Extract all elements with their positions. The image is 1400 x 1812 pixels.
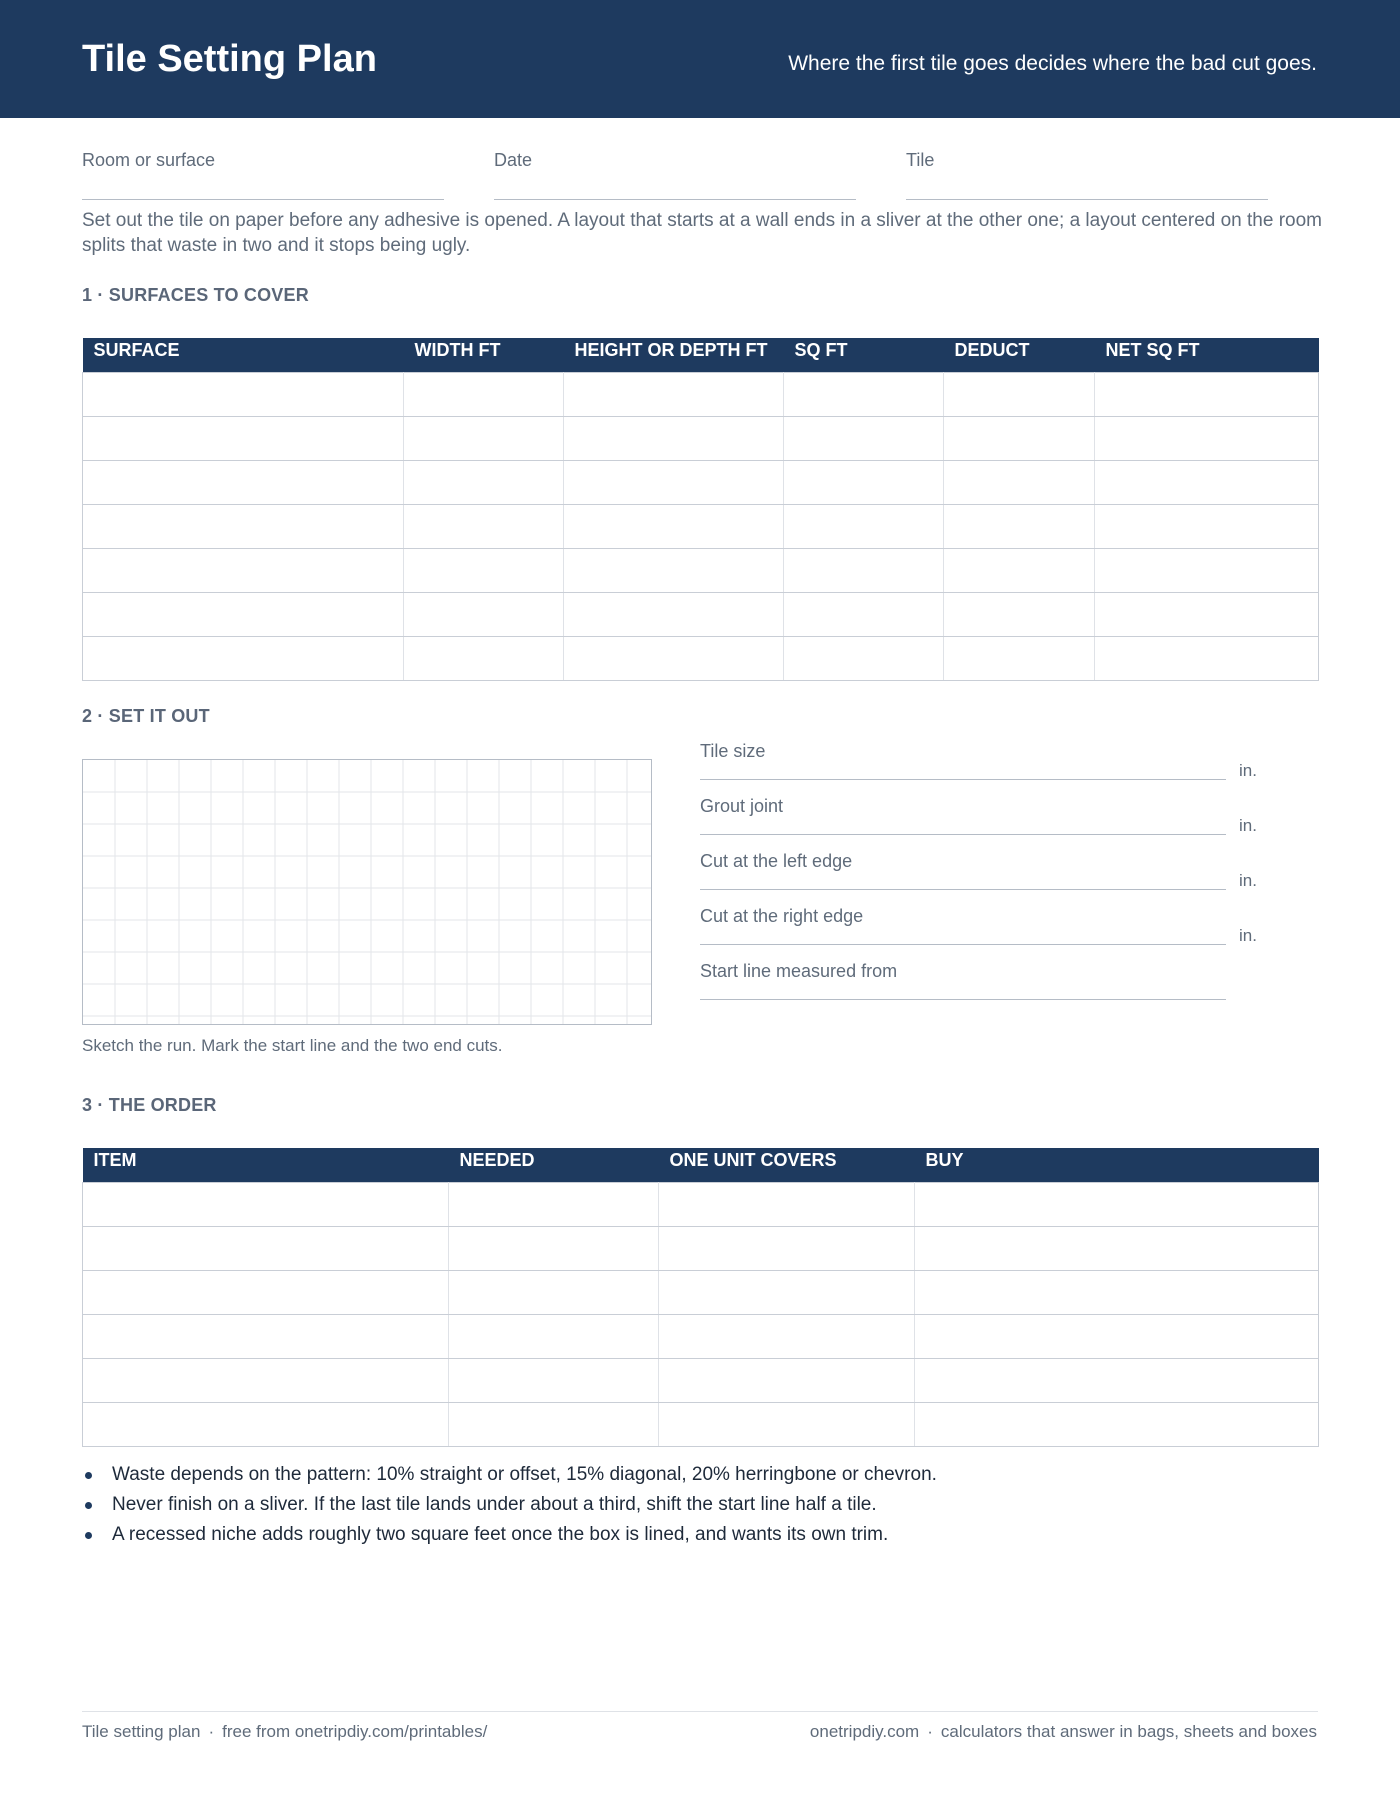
table-cell[interactable] bbox=[915, 1270, 1319, 1314]
page-header bbox=[0, 0, 1400, 118]
col-item: ITEM bbox=[83, 1148, 449, 1182]
table-cell[interactable] bbox=[915, 1402, 1319, 1446]
table-cell[interactable] bbox=[564, 504, 784, 548]
table-cell[interactable] bbox=[564, 372, 784, 416]
table-cell[interactable] bbox=[404, 504, 564, 548]
table-cell[interactable] bbox=[915, 1182, 1319, 1226]
table-cell[interactable] bbox=[564, 460, 784, 504]
table-cell[interactable] bbox=[564, 636, 784, 680]
spec-field-label: Cut at the left edge bbox=[700, 851, 853, 871]
surface-row bbox=[83, 592, 1319, 636]
table-cell[interactable] bbox=[404, 460, 564, 504]
table-cell[interactable] bbox=[1095, 592, 1319, 636]
spec-field-label: Cut at the right edge bbox=[700, 906, 864, 926]
spec-field-line[interactable] bbox=[700, 889, 1226, 890]
spec-field[interactable] bbox=[700, 796, 1260, 840]
spec-field[interactable] bbox=[700, 851, 1260, 895]
table-cell[interactable] bbox=[915, 1314, 1319, 1358]
table-cell[interactable] bbox=[83, 1358, 449, 1402]
table-cell[interactable] bbox=[83, 504, 404, 548]
tile-field-label: Tile bbox=[906, 150, 935, 170]
table-cell[interactable] bbox=[659, 1226, 915, 1270]
section-1-title: 1 · SURFACES TO COVER bbox=[82, 285, 309, 305]
footer-site-link[interactable]: onetripdiy.com bbox=[809, 1722, 920, 1741]
spec-field-line[interactable] bbox=[700, 999, 1226, 1000]
table-cell[interactable] bbox=[659, 1358, 915, 1402]
col-buy: BUY bbox=[915, 1148, 1319, 1182]
section-2-title: 2 · SET IT OUT bbox=[82, 706, 210, 726]
bullet-icon bbox=[85, 1472, 92, 1479]
spec-field[interactable] bbox=[700, 906, 1260, 950]
table-cell[interactable] bbox=[83, 1314, 449, 1358]
col-deduct: DEDUCT bbox=[944, 338, 1095, 372]
table-cell[interactable] bbox=[449, 1358, 659, 1402]
surface-row bbox=[83, 504, 1319, 548]
table-cell[interactable] bbox=[83, 460, 404, 504]
col-surface: SURFACE bbox=[83, 338, 404, 372]
table-cell[interactable] bbox=[83, 1226, 449, 1270]
date-field-line[interactable] bbox=[494, 199, 856, 200]
table-cell[interactable] bbox=[944, 636, 1095, 680]
surface-row bbox=[83, 416, 1319, 460]
date-field[interactable] bbox=[494, 150, 856, 200]
order-table bbox=[82, 1148, 1319, 1447]
table-cell[interactable] bbox=[944, 416, 1095, 460]
table-cell[interactable] bbox=[404, 636, 564, 680]
order-row bbox=[83, 1270, 1319, 1314]
surface-row bbox=[83, 548, 1319, 592]
footer-source-link[interactable]: free from onetripdiy.com/printables/ bbox=[222, 1722, 488, 1741]
col-net-sqft: NET SQ FT bbox=[1095, 338, 1319, 372]
table-cell[interactable] bbox=[564, 416, 784, 460]
table-cell[interactable] bbox=[404, 416, 564, 460]
col-width: WIDTH FT bbox=[404, 338, 564, 372]
table-cell[interactable] bbox=[944, 460, 1095, 504]
table-cell[interactable] bbox=[784, 592, 944, 636]
table-cell[interactable] bbox=[1095, 636, 1319, 680]
footer-separator: · bbox=[927, 1722, 933, 1741]
bullet-icon bbox=[85, 1532, 92, 1539]
table-cell[interactable] bbox=[784, 416, 944, 460]
spec-field-line[interactable] bbox=[700, 779, 1226, 780]
spec-field-unit: in. bbox=[1239, 816, 1257, 835]
sketch-grid-lines bbox=[83, 760, 651, 1024]
col-needed: NEEDED bbox=[449, 1148, 659, 1182]
spec-field-label: Tile size bbox=[700, 741, 766, 761]
order-row bbox=[83, 1358, 1319, 1402]
footer-separator: · bbox=[208, 1722, 215, 1741]
note-item bbox=[82, 1464, 937, 1486]
table-cell[interactable] bbox=[1095, 548, 1319, 592]
tile-field[interactable] bbox=[906, 150, 1268, 200]
order-row bbox=[83, 1226, 1319, 1270]
note-item bbox=[82, 1494, 877, 1516]
section-3-title: 3 · THE ORDER bbox=[82, 1095, 217, 1115]
surfaces-table bbox=[82, 338, 1319, 681]
table-cell[interactable] bbox=[915, 1226, 1319, 1270]
spec-field-line[interactable] bbox=[700, 834, 1226, 835]
col-unit-covers: ONE UNIT COVERS bbox=[659, 1148, 915, 1182]
table-cell[interactable] bbox=[449, 1182, 659, 1226]
table-cell[interactable] bbox=[659, 1182, 915, 1226]
table-cell[interactable] bbox=[659, 1402, 915, 1446]
spec-field-unit: in. bbox=[1239, 761, 1257, 780]
spec-field[interactable] bbox=[700, 741, 1260, 785]
bullet-icon bbox=[85, 1502, 92, 1509]
table-cell[interactable] bbox=[404, 372, 564, 416]
table-cell[interactable] bbox=[1095, 372, 1319, 416]
table-cell[interactable] bbox=[784, 548, 944, 592]
order-row bbox=[83, 1182, 1319, 1226]
page-title: Tile Setting Plan bbox=[82, 38, 377, 80]
note-text: Never finish on a sliver. If the last tile lands under about a third, shift the start line half a tile. bbox=[112, 1494, 877, 1515]
table-cell[interactable] bbox=[915, 1358, 1319, 1402]
table-cell[interactable] bbox=[83, 372, 404, 416]
footer-doc-name: Tile setting plan bbox=[82, 1722, 201, 1741]
surface-row bbox=[83, 460, 1319, 504]
footer-divider bbox=[82, 1711, 1318, 1712]
footer-left bbox=[82, 1722, 487, 1742]
table-cell[interactable] bbox=[83, 1402, 449, 1446]
table-cell[interactable] bbox=[1095, 504, 1319, 548]
order-row bbox=[83, 1314, 1319, 1358]
table-cell[interactable] bbox=[784, 372, 944, 416]
surface-row bbox=[83, 372, 1319, 416]
sketch-caption: Sketch the run. Mark the start line and the two end cuts. bbox=[82, 1036, 503, 1055]
spec-field-label: Grout joint bbox=[700, 796, 784, 816]
table-cell[interactable] bbox=[784, 504, 944, 548]
table-cell[interactable] bbox=[83, 1270, 449, 1314]
table-cell[interactable] bbox=[404, 592, 564, 636]
date-field-label: Date bbox=[494, 150, 533, 170]
col-sqft: SQ FT bbox=[784, 338, 944, 372]
tile-field-line[interactable] bbox=[906, 199, 1268, 200]
table-cell[interactable] bbox=[944, 504, 1095, 548]
intro-text: Set out the tile on paper before any adhesive is opened. A layout that starts at a wall ends in a sliver at the other one; a layout centered on the room splits that waste in two and it stops being ugly. bbox=[82, 210, 1323, 256]
table-cell[interactable] bbox=[944, 372, 1095, 416]
table-cell[interactable] bbox=[944, 592, 1095, 636]
order-row bbox=[83, 1402, 1319, 1446]
note-item bbox=[82, 1524, 888, 1546]
spec-field-label: Start line measured from bbox=[700, 961, 898, 981]
table-cell[interactable] bbox=[449, 1226, 659, 1270]
spec-field-unit: in. bbox=[1239, 926, 1257, 945]
table-cell[interactable] bbox=[83, 1182, 449, 1226]
table-cell[interactable] bbox=[564, 548, 784, 592]
surface-row bbox=[83, 636, 1319, 680]
table-cell[interactable] bbox=[83, 592, 404, 636]
table-cell[interactable] bbox=[784, 636, 944, 680]
table-cell[interactable] bbox=[83, 416, 404, 460]
sketch-grid[interactable] bbox=[82, 759, 652, 1025]
table-cell[interactable] bbox=[1095, 460, 1319, 504]
room-field-label: Room or surface bbox=[82, 150, 216, 170]
table-cell[interactable] bbox=[944, 548, 1095, 592]
spec-field[interactable] bbox=[700, 961, 1260, 1005]
table-cell[interactable] bbox=[659, 1270, 915, 1314]
table-cell[interactable] bbox=[784, 460, 944, 504]
table-cell[interactable] bbox=[449, 1314, 659, 1358]
table-cell[interactable] bbox=[83, 548, 404, 592]
table-cell[interactable] bbox=[404, 548, 564, 592]
note-text: Waste depends on the pattern: 10% straight or offset, 15% diagonal, 20% herringbone or chevron. bbox=[112, 1464, 937, 1485]
table-cell[interactable] bbox=[564, 592, 784, 636]
col-height: HEIGHT OR DEPTH FT bbox=[564, 338, 784, 372]
table-cell[interactable] bbox=[449, 1402, 659, 1446]
note-text: A recessed niche adds roughly two square feet once the box is lined, and wants its own trim. bbox=[112, 1524, 889, 1545]
room-field-line[interactable] bbox=[82, 199, 444, 200]
page-tagline: Where the first tile goes decides where the bad cut goes. bbox=[788, 52, 1317, 75]
table-cell[interactable] bbox=[659, 1314, 915, 1358]
table-cell[interactable] bbox=[449, 1270, 659, 1314]
footer-right bbox=[810, 1722, 1317, 1742]
table-cell[interactable] bbox=[1095, 416, 1319, 460]
spec-field-line[interactable] bbox=[700, 944, 1226, 945]
table-cell[interactable] bbox=[83, 636, 404, 680]
room-field[interactable] bbox=[82, 150, 444, 200]
footer-site-tagline: calculators that answer in bags, sheets and boxes bbox=[940, 1722, 1317, 1741]
spec-field-unit: in. bbox=[1239, 871, 1257, 890]
